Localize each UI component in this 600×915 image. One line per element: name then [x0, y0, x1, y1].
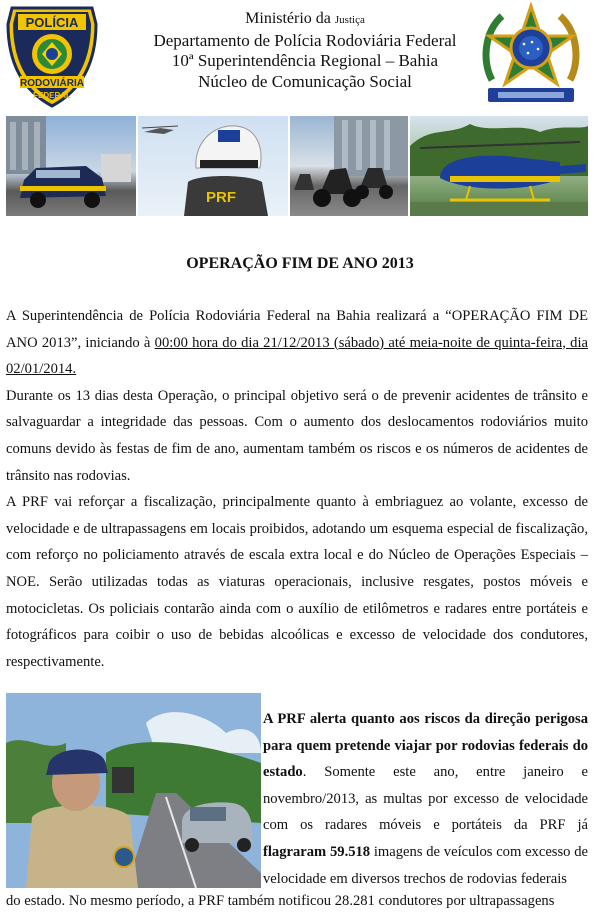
paragraph-3: A PRF vai reforçar a fiscalização, principalmente quanto à embriaguez ao volante, excesso de velocidade e de ultrapassagens em locais proibidos, adotando um esquema especial de fiscalização, com reforço no policiamento através de escala extra local e do Núcleo de Operações Especiais – NOE. Serão utilizadas todas as viaturas operacionais, inclusive resgates, postos móveis e motocicletas. Os policiais contarão ainda com o auxílio de etilômetros e radares entre portáteis e fotográficos para coibir o uso de bebidas alcoólicas e excesso de velocidade dos condutores, respectivamente.	[6, 494, 588, 670]
alert-count-bold: flagraram 59.518	[263, 843, 371, 860]
photo-patrol-car	[6, 116, 136, 216]
officer-helmet-image	[138, 116, 288, 216]
badge-top-text: POLÍCIA	[25, 15, 79, 30]
ministry-line	[110, 9, 500, 31]
paragraph-1-dates: 00:00 hora do dia 21/12/2013 (sábado) até meia-noite de quinta-feira, dia 02/01/2014.	[6, 334, 588, 378]
photo-officer-road	[6, 693, 261, 888]
photo-helicopter	[410, 116, 588, 216]
superintendency-line: 10ª Superintendência Regional – Bahia	[171, 51, 439, 70]
department-line: Departamento de Polícia Rodoviária Federal	[153, 30, 457, 50]
patrol-car-image	[6, 116, 136, 216]
badge-bottom-text: RODOVIÁRIA	[20, 78, 84, 89]
motorcycles-image	[290, 116, 408, 216]
photo-officer-helmet	[138, 116, 288, 216]
badge-bottom-text-2: FEDERAL	[33, 91, 71, 100]
alert-text-1: . Somente este ano, entre janeiro e novembro/2013, as multas por excesso de velocidade com os radares móveis e portáteis da PRF já	[263, 764, 588, 834]
brazil-coat-of-arms-icon	[472, 2, 590, 110]
ministry-name: Ministério da	[245, 10, 331, 27]
photo-motorcycles	[290, 116, 408, 216]
document-title: OPERAÇÃO FIM DE ANO 2013	[186, 255, 414, 272]
alert-text-2: imagens de veículos com excesso de velocidade em diversos trechos de rodovias federais	[263, 843, 588, 887]
paragraph-1-text: A Superintendência de Polícia Rodoviária Federal na Bahia realizará a “OPERAÇÃO FIM DE ANO 2013”, iniciando à	[6, 308, 588, 351]
alert-lead-bold: A PRF alerta quanto aos riscos da direção perigosa para quem pretende viajar por rodovias federais do estado	[263, 711, 588, 781]
bottom-line: do estado. No mesmo período, a PRF também notificou 28.281 condutores por ultrapassagens	[6, 893, 555, 909]
photo-strip	[6, 116, 588, 216]
coat-of-arms-logo	[472, 2, 590, 110]
prf-badge-logo	[4, 2, 100, 110]
paragraph-2: Durante os 13 dias desta Operação, o principal objetivo será o de prevenir acidentes de trânsito e salvaguardar a integridade das pessoas. Com o aumento dos deslocamentos rodoviários muito comuns devido às festas de fim de ano, aumentam também os riscos e os números de acidentes de trânsito nas rodovias.	[6, 387, 588, 484]
prf-badge-icon	[4, 2, 100, 110]
document-body	[6, 303, 588, 675]
alert-paragraph	[263, 706, 588, 892]
vest-text: PRF	[206, 189, 236, 206]
helicopter-image	[410, 116, 588, 216]
letterhead	[0, 0, 600, 112]
officer-road-image	[6, 693, 261, 888]
paragraph-1	[6, 303, 588, 383]
communication-line: Núcleo de Comunicação Social	[198, 71, 412, 91]
ministry-name-small: Justiça	[334, 14, 365, 26]
letterhead-text	[110, 9, 500, 92]
